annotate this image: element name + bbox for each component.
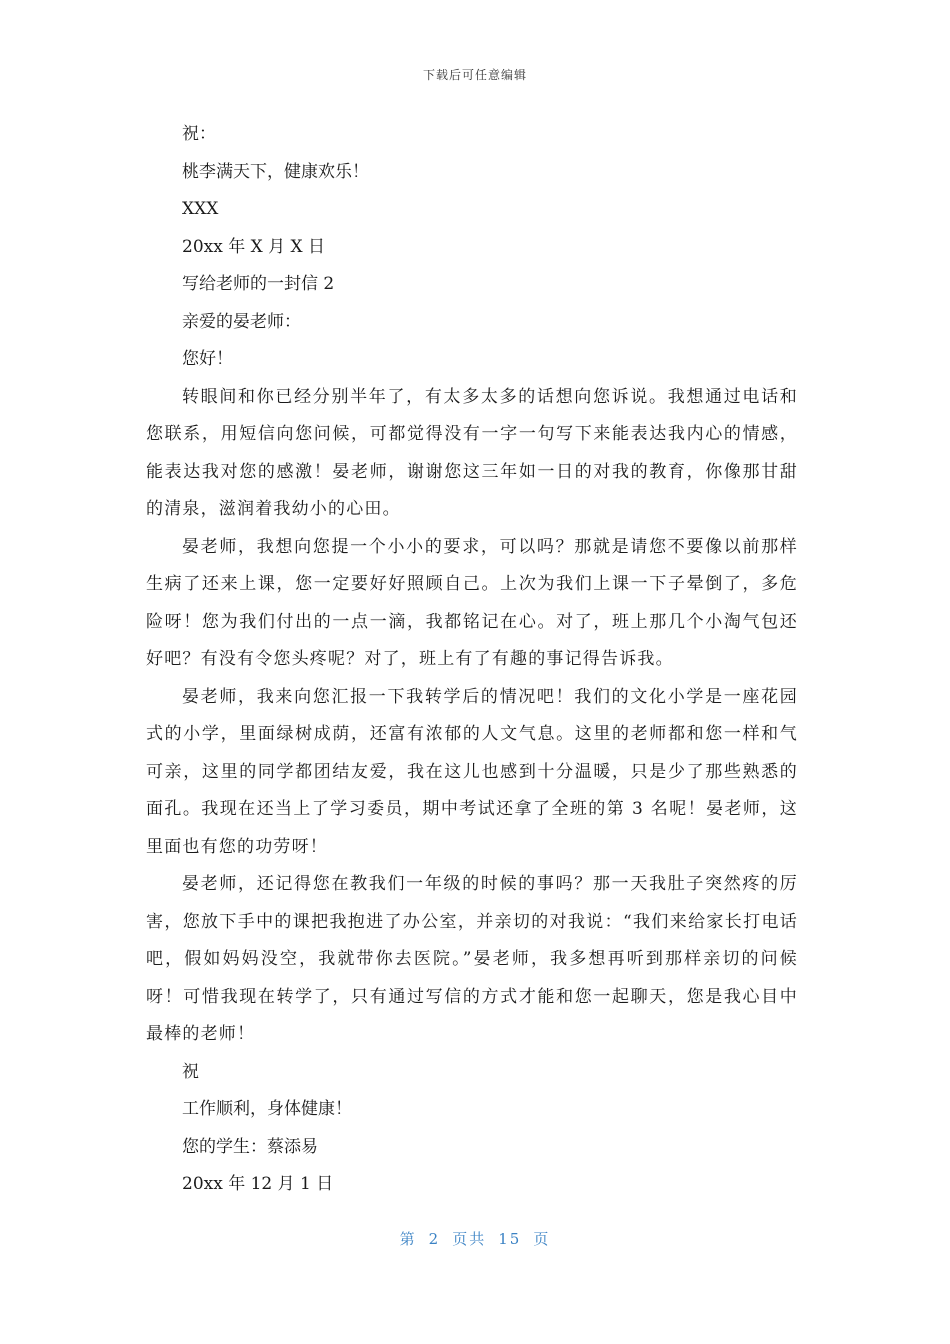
closing-wish: 工作顺利，身体健康！ [182, 1099, 352, 1119]
greeting: 亲爱的晏老师： [182, 311, 301, 332]
greeting-hello: 您好！ [182, 349, 233, 369]
footer-suffix: 页 [533, 1230, 551, 1248]
date: 20xx 年 X 月 X 日 [182, 236, 326, 257]
total-pages: 15 [498, 1230, 522, 1248]
letter-title: 写给老师的一封信 2 [182, 274, 335, 294]
date: 20xx 年 12 月 1 日 [182, 1174, 334, 1194]
paragraph: 晏老师，还记得您在教我们一年级的时候的事吗？那一天我肚子突然疼的厉害，您放下手中的课把我抱进了办公室，并亲切的对我说：“我们来给家长打电话吧，假如妈妈没空，我就带你去医院。”晏老师，我多想再听到那样亲切的问候呀！可惜我现在转学了，只有通过写信的方式才能和您一起聊天，您是我心目中最棒的老师！ [146, 874, 798, 1044]
closing-salutation: 祝 [182, 1061, 199, 1082]
page-number-footer [0, 1228, 950, 1249]
current-page: 2 [428, 1230, 441, 1248]
signature: XXX [182, 199, 219, 219]
closing-salutation: 祝： [182, 124, 216, 144]
paragraph: 晏老师，我来向您汇报一下我转学后的情况吧！我们的文化小学是一座花园式的小学，里面绿树成荫，还富有浓郁的人文气息。这里的老师都和您一样和气可亲，这里的同学都团结友爱，我在这儿也感到十分温暖，只是少了那些熟悉的面孔。我现在还当上了学习委员，期中考试还拿了全班的第 3 名呢！晏老师，这里面也有您的功劳呀！ [146, 686, 798, 857]
paragraph: 晏老师，我想向您提一个小小的要求，可以吗？那就是请您不要像以前那样生病了还来上课，您一定要好好照顾自己。上次为我们上课一下子晕倒了，多危险呀！您为我们付出的一点一滴，我都铭记在心。对了，班上那几个小淘气包还好吧？有没有令您头疼呢？对了，班上有了有趣的事记得告诉我。 [146, 536, 798, 669]
footer-prefix: 第 [399, 1230, 417, 1248]
signature: 您的学生：蔡添易 [182, 1136, 318, 1157]
paragraph: 转眼间和你已经分别半年了，有太多太多的话想向您诉说。我想通过电话和您联系，用短信向您问候，可都觉得没有一字一句写下来能表达我内心的情感，能表达我对您的感激！晏老师，谢谢您这三年如一日的对我的教育，你像那甘甜的清泉，滋润着我幼小的心田。 [146, 386, 798, 519]
letter-body [146, 116, 798, 1204]
footer-middle: 页共 [452, 1230, 487, 1248]
closing-wish: 桃李满天下，健康欢乐！ [182, 161, 369, 182]
page-header: 下载后可任意编辑 [422, 68, 527, 82]
